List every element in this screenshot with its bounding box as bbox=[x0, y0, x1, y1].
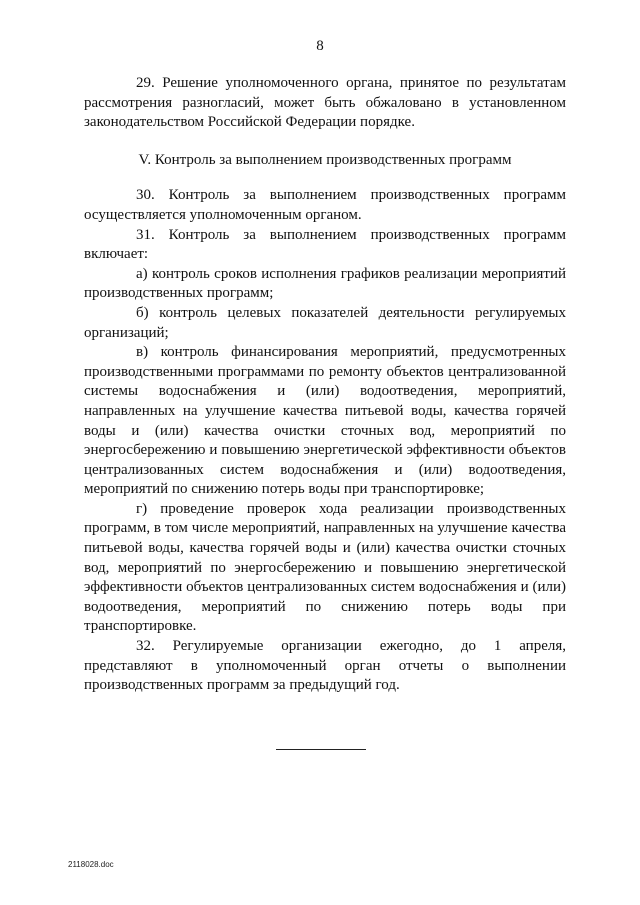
footer-filename: 2118028.doc bbox=[68, 860, 114, 869]
paragraph-30: 30. Контроль за выполнением производственных программ осуществляется уполномоченным органом. bbox=[84, 187, 566, 223]
section-heading: V. Контроль за выполнением производственных программ bbox=[138, 151, 512, 168]
document-body bbox=[84, 74, 566, 696]
paragraph-32: 32. Регулируемые организации ежегодно, до 1 апреля, представляют в уполномоченный орган отчеты о выполнении производственных программ за предыдущий год. bbox=[84, 638, 566, 694]
end-of-document-rule bbox=[276, 749, 366, 750]
paragraph-31: 31. Контроль за выполнением производственных программ включает: bbox=[84, 226, 566, 263]
spacer bbox=[84, 133, 566, 151]
paragraph-31-d: г) проведение проверок хода реализации производственных программ, в том числе мероприятий, направленных на улучшение качества питьевой воды, качества горячей воды и (или) качества очистки сточных вод, мероприятий по энергосбережению и повышению энергетической эффективности объектов централизованных систем водоснабжения и (или) водоотведения, мероприятий по снижению потерь воды при транспортировке. bbox=[84, 500, 566, 635]
paragraph-31-c: в) контроль финансирования мероприятий, предусмотренных производственными программами по ремонту объектов централизованной системы водоснабжения и (или) водоотведения, мероприятий, направленных на улучшение качества питьевой воды, качества горячей воды и (или) качества очистки сточных вод, мероприятий по энергосбережению и повышению энергетической эффективности объектов централизованных систем водоснабжения и (или) водоотведения, мероприятий по снижению потерь воды при транспортировке; bbox=[84, 344, 566, 498]
paragraph-29: 29. Решение уполномоченного органа, принятое по результатам рассмотрения разногласий, может быть обжаловано в установленном законодательством Российской Федерации порядке. bbox=[84, 75, 566, 131]
spacer bbox=[84, 170, 566, 186]
paragraph-31-a: а) контроль сроков исполнения графиков реализации мероприятий производственных программ; bbox=[84, 265, 566, 302]
page-number: 8 bbox=[316, 38, 324, 54]
paragraph-31-b: б) контроль целевых показателей деятельности регулируемых организаций; bbox=[84, 304, 566, 341]
